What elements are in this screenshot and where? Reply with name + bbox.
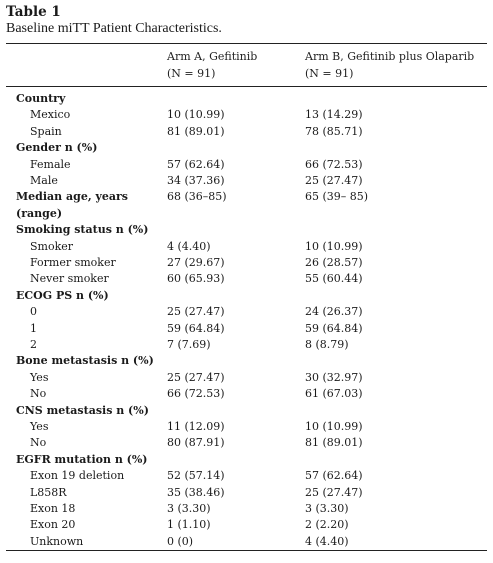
cell-arm-b: 8 (8.79) <box>305 338 349 351</box>
row-group-label: EGFR mutation n (%) <box>16 452 148 466</box>
cell-arm-a: 66 (72.53) <box>167 387 225 401</box>
cell-arm-b: 59 (64.84) <box>305 321 363 335</box>
table-row <box>0 468 493 484</box>
row-group-label: Country <box>16 92 66 105</box>
table-row <box>0 452 493 468</box>
table-row <box>0 337 493 353</box>
row-label: Female <box>30 157 71 171</box>
row-label: Never smoker <box>30 272 109 286</box>
table-row <box>0 386 493 402</box>
table-row <box>0 107 493 123</box>
cell-arm-a: 27 (29.67) <box>167 256 225 269</box>
table-row <box>0 157 493 173</box>
column-header-arm-b-name: Arm B, Gefitinib plus Olaparib <box>305 50 475 63</box>
table-row <box>0 222 493 238</box>
cell-arm-b: 66 (72.53) <box>305 157 363 171</box>
table-row <box>0 239 493 255</box>
cell-arm-b: 26 (28.57) <box>305 256 363 269</box>
cell-arm-a: 60 (65.93) <box>167 272 225 286</box>
table-row <box>0 124 493 140</box>
top-rule <box>6 43 487 44</box>
cell-arm-a: 7 (7.69) <box>167 338 211 351</box>
cell-arm-b: 25 (27.47) <box>305 485 363 499</box>
row-label: Yes <box>30 420 49 433</box>
column-header-arm-b <box>305 48 474 82</box>
cell-arm-b: 55 (60.44) <box>305 272 363 286</box>
table-row <box>0 485 493 501</box>
cell-arm-a: 57 (62.64) <box>167 157 225 171</box>
table-row <box>0 271 493 287</box>
row-label: Yes <box>30 370 49 384</box>
row-label: Exon 18 <box>30 502 76 515</box>
row-label: Exon 20 <box>30 518 76 532</box>
row-group-label: ECOG PS n (%) <box>16 288 109 302</box>
cell-arm-a: 0 (0) <box>167 534 194 548</box>
cell-arm-b: 13 (14.29) <box>305 108 363 122</box>
cell-arm-a: 1 (1.10) <box>167 518 211 532</box>
table-row <box>0 370 493 386</box>
row-label: No <box>30 387 47 401</box>
table-row <box>0 435 493 451</box>
cell-arm-b: 2 (2.20) <box>305 518 349 532</box>
cell-arm-a: 80 (87.91) <box>167 436 225 450</box>
row-label: Spain <box>30 124 62 138</box>
cell-arm-b: 10 (10.99) <box>305 239 363 253</box>
cell-arm-b: 57 (62.64) <box>305 469 363 483</box>
cell-arm-b: 81 (89.01) <box>305 436 363 450</box>
cell-arm-a: 3 (3.30) <box>167 502 211 515</box>
row-label: Mexico <box>30 108 71 122</box>
cell-arm-a: 4 (4.40) <box>167 239 211 253</box>
column-header-arm-b-n: (N = 91) <box>305 67 354 80</box>
bottom-rule <box>6 550 487 551</box>
table-row <box>0 403 493 419</box>
row-group-label: Gender n (%) <box>16 141 98 155</box>
row-label: 0 <box>30 305 37 319</box>
cell-arm-b: 3 (3.30) <box>305 502 349 515</box>
cell-arm-a: 11 (12.09) <box>167 420 225 433</box>
cell-arm-a: 59 (64.84) <box>167 321 225 335</box>
cell-arm-a: 35 (38.46) <box>167 485 225 499</box>
row-group-label: (range) <box>16 206 63 220</box>
column-header-arm-a <box>167 48 257 82</box>
cell-arm-b: 25 (27.47) <box>305 174 363 187</box>
table-row <box>0 255 493 271</box>
row-label: Former smoker <box>30 256 116 269</box>
table-row <box>0 321 493 337</box>
table-row <box>0 501 493 517</box>
cell-arm-a: 68 (36–85) <box>167 190 227 204</box>
cell-arm-a: 34 (37.36) <box>167 174 225 187</box>
row-label: 1 <box>30 321 37 335</box>
table-title: Table 1 <box>6 4 61 20</box>
table-row <box>0 91 493 107</box>
row-group-label: Smoking status n (%) <box>16 223 149 237</box>
column-header-arm-a-n: (N = 91) <box>167 67 216 80</box>
cell-arm-b: 61 (67.03) <box>305 387 363 401</box>
row-label: 2 <box>30 338 37 351</box>
column-header-arm-a-name: Arm A, Gefitinib <box>167 50 258 63</box>
table-row <box>0 353 493 369</box>
row-label: Male <box>30 174 58 187</box>
table-row <box>0 173 493 189</box>
cell-arm-a: 25 (27.47) <box>167 370 225 384</box>
row-label: No <box>30 436 47 450</box>
row-label: L858R <box>30 485 67 499</box>
row-label: Smoker <box>30 239 74 253</box>
row-group-label: CNS metastasis n (%) <box>16 403 149 417</box>
row-group-label: Bone metastasis n (%) <box>16 354 154 368</box>
table-row <box>0 304 493 320</box>
cell-arm-b: 65 (39– 85) <box>305 190 369 204</box>
table-row <box>0 534 493 550</box>
cell-arm-b: 4 (4.40) <box>305 534 349 548</box>
cell-arm-a: 52 (57.14) <box>167 469 225 483</box>
row-group-label: Median age, years <box>16 190 128 204</box>
cell-arm-a: 25 (27.47) <box>167 305 225 319</box>
cell-arm-b: 78 (85.71) <box>305 124 363 138</box>
row-label: Unknown <box>30 534 84 548</box>
cell-arm-a: 81 (89.01) <box>167 124 225 138</box>
cell-arm-a: 10 (10.99) <box>167 108 225 122</box>
table-row <box>0 288 493 304</box>
table-row <box>0 189 493 205</box>
table-row <box>0 206 493 222</box>
row-label: Exon 19 deletion <box>30 469 125 483</box>
cell-arm-b: 10 (10.99) <box>305 420 363 433</box>
table-caption: Baseline miTT Patient Characteristics. <box>6 21 222 36</box>
cell-arm-b: 30 (32.97) <box>305 370 363 384</box>
cell-arm-b: 24 (26.37) <box>305 305 363 319</box>
header-rule <box>6 86 487 87</box>
table-row <box>0 517 493 533</box>
table-row <box>0 419 493 435</box>
table-row <box>0 140 493 156</box>
